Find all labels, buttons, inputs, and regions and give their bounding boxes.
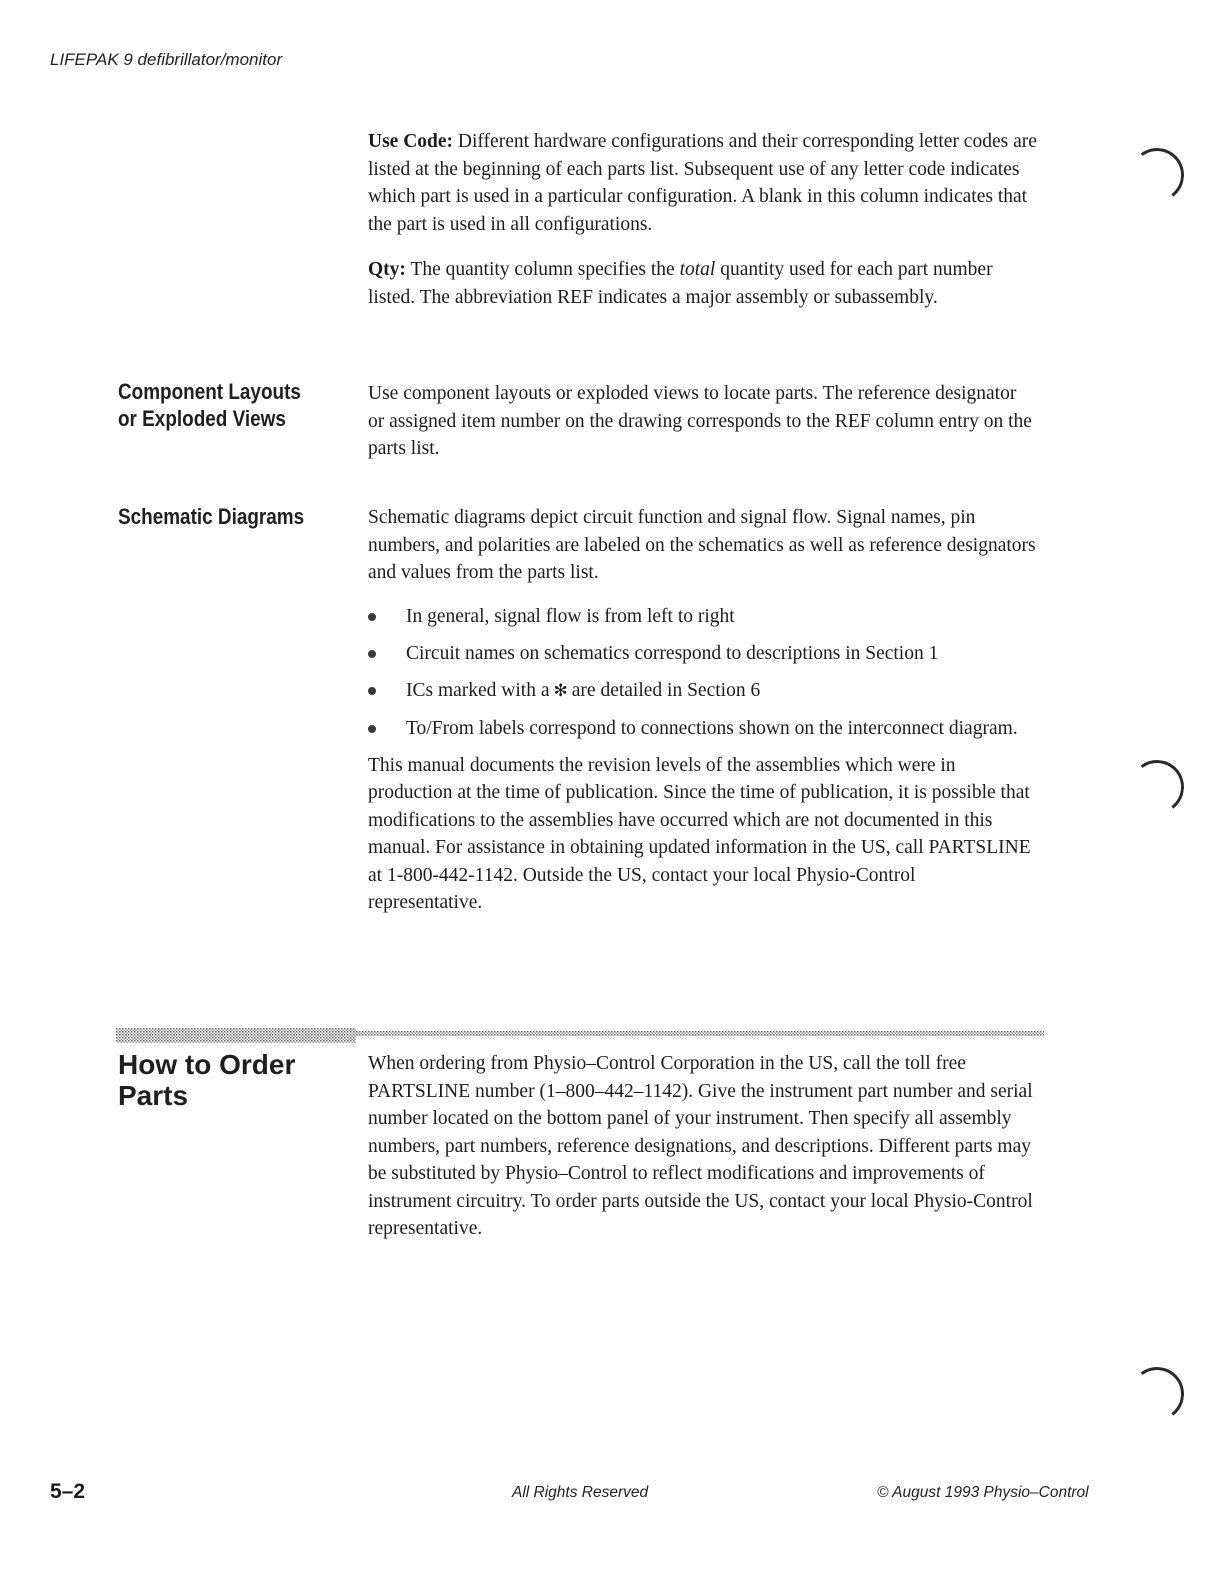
footer-rights: All Rights Reserved — [512, 1484, 649, 1501]
section-divider-rule — [116, 1028, 1044, 1043]
bullet-icon — [368, 650, 376, 658]
schematic-diagrams-body — [368, 504, 1048, 917]
binder-hole-icon — [1127, 1364, 1188, 1425]
ics-text-before: ICs marked with a — [406, 679, 550, 701]
footer-copyright: © August 1993 Physio–Control — [877, 1484, 1089, 1501]
qty-text-before: The quantity column specifies the — [410, 259, 675, 280]
schematic-closing: This manual documents the revision levels of the assemblies which were in production at the time of publication. Since the time of publication, it is possible that modifications to the assemblies have occurred which are not documented in this manual. For assistance in obtaining updated information in the US, call PARTSLINE at 1-800-442-1142. Outside the US, contact your local Physio-Control representative. — [368, 754, 1031, 913]
use-code-term: Use Code: — [368, 131, 454, 152]
how-to-order-heading-line1: How to Order — [118, 1049, 296, 1080]
running-header: LIFEPAK 9 defibrillator/monitor — [50, 50, 283, 69]
schematic-bullet-list — [368, 603, 1048, 743]
bullet-icon — [368, 613, 376, 621]
qty-paragraph — [368, 256, 1008, 311]
qty-term: Qty: — [368, 259, 406, 280]
qty-text-after: quantity used for each part number listed. The abbreviation REF indicates a major assembly or subassembly. — [368, 259, 993, 308]
bullet-icon — [368, 725, 376, 733]
how-to-order-heading — [118, 1049, 348, 1111]
how-to-order-heading-line2: Parts — [118, 1080, 189, 1111]
component-layouts-heading-line1: Component Layouts — [118, 379, 301, 404]
schematic-intro: Schematic diagrams depict circuit function and signal flow. Signal names, pin numbers, and polarities are labeled on the schematics as well as reference designators and values from the parts list. — [368, 507, 1036, 583]
qty-emphasis: total — [679, 259, 716, 280]
use-code-text: Different hardware configurations and their corresponding letter codes are listed at the beginning of each parts list. Subsequent use of any letter code indicates which part is used in a particular configuration. A blank in this column indicates that the part is used in all configurations. — [368, 131, 1037, 235]
list-item: Circuit names on schematics correspond to descriptions in Section 1 — [368, 640, 1048, 668]
use-code-paragraph — [368, 128, 1048, 238]
binder-hole-icon — [1127, 145, 1188, 206]
how-to-order-paragraph — [368, 1050, 1048, 1243]
ics-text-after: are detailed in Section 6 — [571, 679, 761, 701]
page-number: 5–2 — [50, 1480, 86, 1503]
binder-hole-icon — [1127, 757, 1188, 818]
bullet-icon — [368, 687, 376, 695]
schematic-diagrams-heading: Schematic Diagrams — [118, 504, 305, 529]
how-to-order-text: When ordering from Physio–Control Corporation in the US, call the toll free PARTSLINE number (1–800–442–1142). Give the instrument part number and serial number located on the bottom panel of your instrument. Then specify all assembly numbers, part numbers, reference designations, and descriptions. Different parts may be substituted by Physio–Control to reflect modifications and improvements of instrument circuitry. To order parts outside the US, contact your local Physio-Control representative. — [368, 1053, 1033, 1239]
component-layouts-heading-line2: or Exploded Views — [118, 406, 286, 431]
list-item: To/From labels correspond to connections shown on the interconnect diagram. — [368, 715, 1026, 743]
component-layouts-paragraph — [368, 380, 1033, 463]
component-layouts-text: Use component layouts or exploded views to locate parts. The reference designator or assigned item number on the drawing corresponds to the REF column entry on the parts list. — [368, 383, 1032, 459]
list-item — [368, 677, 1048, 706]
list-item: In general, signal flow is from left to right — [368, 603, 1048, 631]
asterisk-symbol-icon: ✻ — [553, 680, 568, 701]
component-layouts-heading — [118, 378, 316, 432]
